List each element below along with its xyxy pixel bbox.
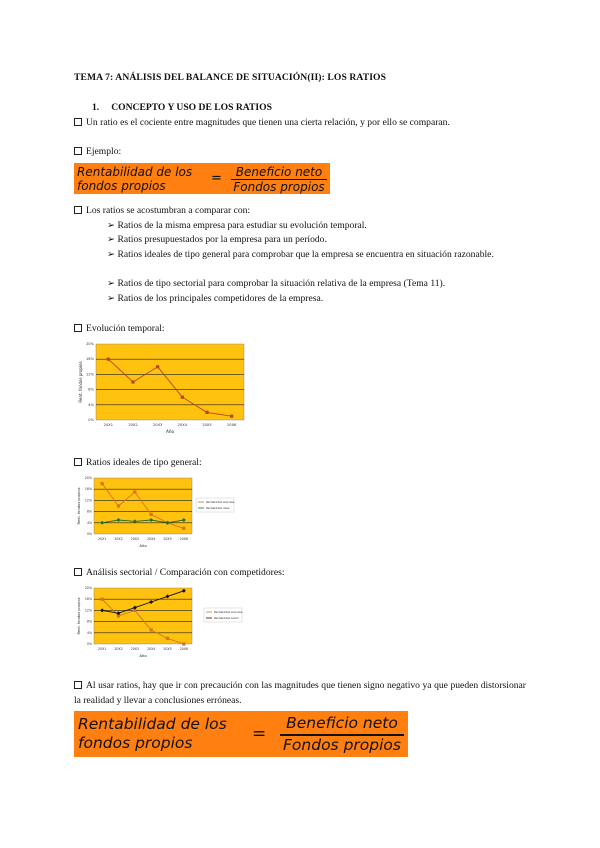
legend-label: Rentabilidad empresa [206,501,235,504]
y-axis-label: Rent. fondos propios [77,487,81,525]
list-item: ➢ Ratios de tipo sectorial para comprobar la situación relativa de la empresa (Tema 11). [107,278,446,289]
x-tick-label: 20X6 [227,423,237,427]
x-axis-label: Año [139,653,147,658]
data-point [133,490,136,493]
arrow-bullet-icon: ➢ [107,249,116,260]
x-axis-label: Año [139,543,147,548]
legend-label: Rentabilidad ideal [206,507,230,510]
y-tick-label: 12% [86,372,94,377]
x-tick-label: 20X5 [163,537,172,541]
y-tick-label: 0% [86,532,92,536]
checkbox-bullet-icon [74,118,82,126]
chart-sector [76,584,246,664]
arrow-bullet-icon: ➢ [107,293,116,304]
evolution-label: Evolución temporal: [74,322,165,337]
y-tick-label: 0% [88,418,94,422]
y-tick-label: 4% [86,630,92,635]
ideal-label: Ratios ideales de tipo general: [74,456,202,471]
section-heading [92,102,272,113]
x-tick-label: 20X1 [103,423,113,427]
arrow-bullet-icon: ➢ [107,220,116,231]
x-tick-label: 20X4 [177,423,187,427]
x-tick-label: 20X6 [179,537,188,541]
intro-paragraph [74,116,526,131]
checkbox-bullet-icon [74,206,82,214]
formula-left-line2: fondos propios [77,179,166,193]
y-tick-label: 12% [84,608,92,613]
checkbox-bullet-icon [74,681,82,689]
data-point [230,415,233,418]
formula-numerator: Beneficio neto [286,714,398,732]
data-point [150,628,153,631]
data-point [205,411,208,414]
y-axis-label: Rent. fondos propios [77,597,81,635]
x-tick-label: 20X1 [98,537,107,541]
x-axis-label: Año [165,429,175,434]
document-title: TEMA 7: ANÁLISIS DEL BALANCE DE SITUACIÓN(II): LOS RATIOS [74,72,387,83]
formula-left-line2: fondos propios [78,734,193,752]
y-tick-label: 12% [84,498,92,503]
y-tick-label: 16% [84,487,92,492]
y-tick-label: 16% [84,597,92,602]
list-item: ➢ Ratios de la misma empresa para estudiar su evolución temporal. [107,220,367,231]
data-point [131,380,134,383]
legend-label: Rentabilidad empresa [214,611,243,614]
x-tick-label: 20X4 [147,537,156,541]
y-tick-label: 20% [84,586,92,590]
compare-intro: Los ratios se acostumbran a comparar con: [74,204,250,219]
plot-area [94,478,192,534]
checkbox-bullet-icon [74,324,82,332]
data-point [150,513,153,516]
formula-equals: = [211,171,222,186]
formula-large [74,711,408,757]
y-tick-label: 20% [84,476,92,480]
formula-small [74,163,330,194]
chart-evolution [76,340,246,440]
chart-ideal [76,474,246,554]
x-tick-label: 20X3 [153,423,163,427]
plot-area [94,588,192,644]
intro-text: Un ratio es el cociente entre magnitudes que tienen una cierta relación, y por ello se comparan. [86,117,450,128]
formula-left-line1: Rentabilidad de los [77,165,193,179]
x-tick-label: 20X2 [128,423,138,427]
closing-paragraph: Al usar ratios, hay que ir con precaución con las magnitudes que tienen signo negativo ya que pueden distorsionar la realidad y llevar a conclusiones erróneas. [74,680,526,706]
x-tick-label: 20X1 [98,647,107,651]
formula-numerator: Beneficio neto [235,165,323,179]
x-tick-label: 20X5 [163,647,172,651]
arrow-bullet-icon: ➢ [107,278,116,289]
data-point [181,396,184,399]
y-tick-label: 8% [88,387,94,392]
checkbox-bullet-icon [74,147,82,155]
section-title: CONCEPTO Y USO DE LOS RATIOS [111,102,272,113]
y-tick-label: 0% [86,642,92,646]
y-tick-label: 4% [88,402,94,407]
y-tick-label: 8% [86,619,92,624]
example-label: Ejemplo: [74,145,121,160]
y-tick-label: 4% [86,520,92,525]
x-tick-label: 20X5 [202,423,212,427]
checkbox-bullet-icon [74,568,82,576]
x-tick-label: 20X2 [114,537,123,541]
data-point [156,365,159,368]
data-point [107,358,110,361]
data-point [166,637,169,640]
y-tick-label: 8% [86,509,92,514]
formula-equals: = [252,724,267,744]
list-item: ➢ Ratios presupuestados por la empresa para un período. [107,234,327,245]
y-tick-label: 20% [86,342,94,346]
data-point [182,642,185,645]
x-tick-label: 20X3 [130,537,139,541]
data-point [101,482,104,485]
y-tick-label: 16% [86,357,94,362]
data-point [117,504,120,507]
checkbox-bullet-icon [74,458,82,466]
y-axis-label: Rent. fondos propios [78,361,83,403]
x-tick-label: 20X2 [114,647,123,651]
arrow-bullet-icon: ➢ [107,234,116,245]
list-item: ➢ Ratios ideales de tipo general para comprobar que la empresa se encuentra en situación razonable. [107,249,494,260]
sector-label: Análisis sectorial / Comparación con competidores: [74,566,285,581]
formula-denominator: Fondos propios [233,180,325,194]
data-point [182,527,185,530]
x-tick-label: 20X3 [130,647,139,651]
formula-left-line1: Rentabilidad de los [78,715,227,733]
x-tick-label: 20X4 [147,647,156,651]
data-point [101,598,104,601]
x-tick-label: 20X6 [179,647,188,651]
formula-denominator: Fondos propios [283,736,401,754]
section-number: 1. [92,102,100,113]
list-item: ➢ Ratios de los principales competidores de la empresa. [107,293,324,304]
legend-label: Rentabilidad sector [214,617,240,620]
